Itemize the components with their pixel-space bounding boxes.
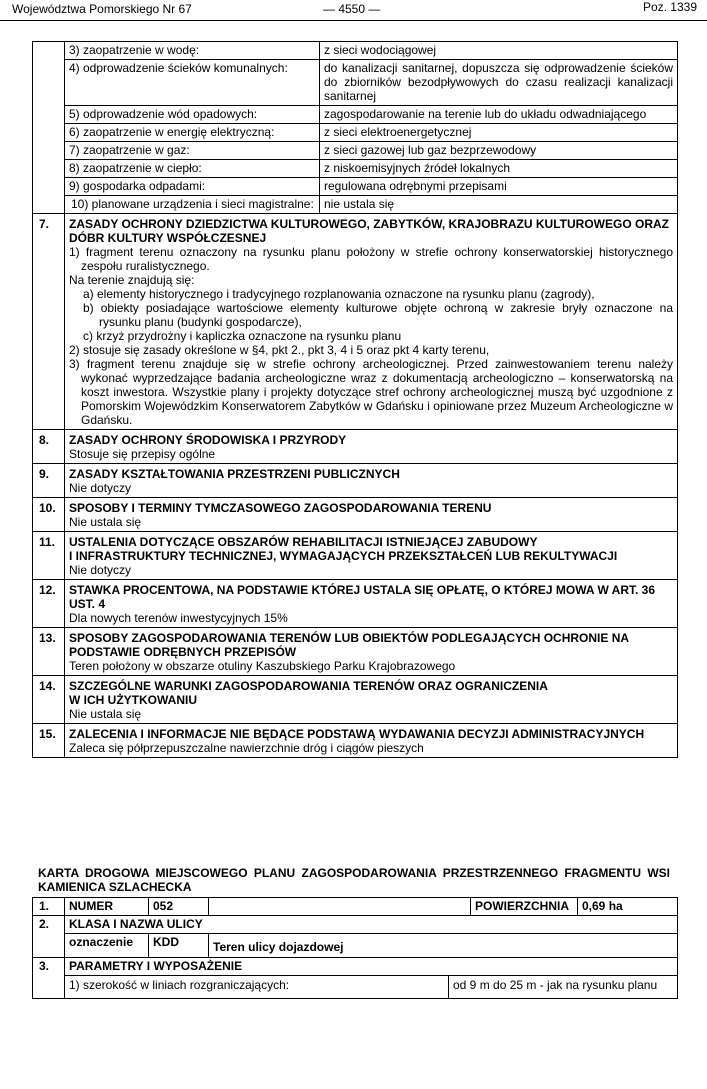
section-body: Nie ustala się [69,515,142,529]
section-title-line-1: SZCZEGÓLNE WARUNKI ZAGOSPODAROWANIA TERENÓW ORAZ OGRANICZENIA [69,679,548,693]
section-body: Teren położony w obszarze otuliny Kaszubskiego Parku Krajobrazowego [69,659,456,673]
section-number: 12. [33,580,65,628]
section-content [65,532,678,580]
road-card-heading: KARTA DROGOWA MIEJSCOWEGO PLANU ZAGOSPODAROWANIA PRZESTRZENNEGO FRAGMENTU WSI KAMIENICA SZLACHECKA [38,866,670,894]
section-12 [33,580,678,628]
width-value: od 9 m do 25 m - jak na rysunku planu [449,976,678,999]
infra-label: 3) zaopatrzenie w wodę: [65,42,320,60]
empty-cell [209,898,471,916]
section-body: Zaleca się półprzepuszczalne nawierzchnie dróg i ciągów pieszych [69,741,424,755]
section-14 [33,676,678,724]
section-title: SPOSOBY I TERMINY TYMCZASOWEGO ZAGOSPODAROWANIA TERENU [69,501,492,515]
row-number: 2. [33,916,65,958]
section-7 [33,214,678,430]
infra-row [33,160,678,178]
header-page-number: — 4550 — [323,2,381,16]
section-number: 10. [33,498,65,532]
section-number: 9. [33,464,65,498]
section-title: ZASADY OCHRONY DZIEDZICTWA KULTUROWEGO, ZABYTKÓW, KRAJOBRAZU KULTUROWEGO ORAZ DÓBR KULTURY WSPÓŁCZESNEJ [69,217,669,245]
section-number: 8. [33,430,65,464]
section-body: Nie dotyczy [69,563,132,577]
infra-number-cell [33,42,65,214]
section-7-item-c: c) krzyż przydrożny i kapliczka oznaczone na rysunku planu [83,329,402,343]
numer-value: 052 [149,898,209,916]
road-card-row-2-detail [33,934,678,958]
area-value: 0,69 ha [578,898,678,916]
section-content [65,430,678,464]
section-title: ZALECENIA I INFORMACJE NIE BĘDĄCE PODSTAWĄ WYDAWANIA DECYZJI ADMINISTRACYJNYCH [69,727,645,741]
section-content [65,628,678,676]
street-class-title: KLASA I NAZWA ULICY [65,916,678,934]
infra-value: nie ustala się [320,196,678,214]
section-10 [33,498,678,532]
designation-label: oznaczenie [65,934,149,958]
section-title-line-2: W ICH UŻYTKOWANIU [69,693,197,707]
section-number: 15. [33,724,65,758]
section-15 [33,724,678,758]
infra-value: zagospodarowanie na terenie lub do układu odwadniającego [320,106,678,124]
section-body: Stosuje się przepisy ogólne [69,447,216,461]
section-number: 13. [33,628,65,676]
section-7-item-a: a) elementy historycznego i tradycyjnego rozplanowania oznaczone na rysunku planu (zagrody), [83,287,595,301]
section-content [65,580,678,628]
section-title: ZASADY KSZTAŁTOWANIA PRZESTRZENI PUBLICZNYCH [69,467,400,481]
designation-value: KDD [149,934,209,958]
header-position: Poz. 1339 [642,0,697,14]
infra-value: z niskoemisyjnych źródeł lokalnych [320,160,678,178]
road-card-table [32,897,678,999]
infra-row [33,196,678,214]
infra-label: 5) odprowadzenie wód opadowych: [65,106,320,124]
section-7-content [65,214,678,430]
area-label: POWIERZCHNIA [471,898,578,916]
section-title: ZASADY OCHRONY ŚRODOWISKA I PRZYRODY [69,433,347,447]
section-content [65,676,678,724]
infra-row [33,142,678,160]
infra-label: 9) gospodarka odpadami: [65,178,320,196]
page-header [0,0,707,21]
section-7-item-b: b) obiekty posiadające wartościowe elementy kulturowe objęte ochroną w zakresie bryły oznaczone na rysunku planu (budynki gospodarcze), [83,301,673,329]
infra-value: do kanalizacji sanitarnej, dopuszcza się odprowadzenie ścieków do zbiorników bezodpływowych do czasu realizacji kanalizacji sanitarnej [320,60,678,106]
section-content [65,498,678,532]
parameters-title: PARAMETRY I WYPOSAŻENIE [65,958,678,976]
street-name: Teren ulicy dojazdowej [209,934,678,958]
section-7-item-3: 3) fragment terenu znajduje się w strefie ochrony archeologicznej. Przed zainwestowaniem terenu należy wykonać wyprzedzające badania archeologiczne wraz z dokumentacją archeologiczno – konserwatorską na koszt inwestora. Wszystkie plany i projekty dotyczące stref ochrony archeologicznej muszą być uzgodnione z Pomorskim Wojewódzkim Konserwatorem Zabytków w Gdańsku i opiniowane przez Muzeum Archeologiczne w Gdańsku. [69,357,673,427]
section-content [65,724,678,758]
section-title-line-2: I INFRASTRUKTURY TECHNICZNEJ, WYMAGAJĄCYCH PRZEKSZTAŁCEŃ LUB REKULTYWACJI [69,549,618,563]
section-content [65,464,678,498]
section-title: STAWKA PROCENTOWA, NA PODSTAWIE KTÓREJ USTALA SIĘ OPŁATĘ, O KTÓREJ MOWA W ART. 36 UST. 4 [69,583,656,611]
infra-label: 8) zaopatrzenie w ciepło: [65,160,320,178]
section-7-item-2: 2) stosuje się zasady określone w §4, pkt 2., pkt 3, 4 i 5 oraz pkt 4 karty terenu, [69,343,490,357]
section-7-item-1: 1) fragment terenu oznaczony na rysunku planu położony w strefie ochrony konserwatorskiej historycznego zespołu ruralistycznego. [69,245,673,273]
infra-value: z sieci gazowej lub gaz bezprzewodowy [320,142,678,160]
infra-row [33,42,678,60]
infra-value: z sieci elektroenergetycznej [320,124,678,142]
section-title-line-1: USTALENIA DOTYCZĄCE OBSZARÓW REHABILITACJI ISTNIEJĄCEJ ZABUDOWY [69,535,538,549]
section-number: 14. [33,676,65,724]
infra-row [33,124,678,142]
road-card-row-3-title [33,958,678,976]
section-title: SPOSOBY ZAGOSPODAROWANIA TERENÓW LUB OBIEKTÓW PODLEGAJĄCYCH OCHRONIE NA PODSTAWIE ODRĘBNYCH PRZEPISÓW [69,631,629,659]
section-13 [33,628,678,676]
infra-label: 10) planowane urządzenia i sieci magistralne: [65,196,320,214]
infra-row [33,178,678,196]
section-11 [33,532,678,580]
infra-value: z sieci wodociągowej [320,42,678,60]
road-card-row-2-title [33,916,678,934]
section-body: Nie dotyczy [69,481,132,495]
section-9 [33,464,678,498]
infra-row [33,60,678,106]
infra-label: 7) zaopatrzenie w gaz: [65,142,320,160]
infra-label: 4) odprowadzenie ścieków komunalnych: [65,60,320,106]
row-number: 1. [33,898,65,916]
section-8 [33,430,678,464]
row-number: 3. [33,958,65,999]
section-number: 7. [33,214,65,430]
section-body: Dla nowych terenów inwestycyjnych 15% [69,611,288,625]
width-label: 1) szerokość w liniach rozgraniczających: [65,976,449,999]
infra-label: 6) zaopatrzenie w energię elektryczną: [65,124,320,142]
road-card-row-1 [33,898,678,916]
infra-value: regulowana odrębnymi przepisami [320,178,678,196]
section-body: Nie ustala się [69,707,142,721]
plan-sheet-table [32,41,678,758]
infra-row [33,106,678,124]
header-journal: Województwa Pomorskiego Nr 67 [12,2,192,16]
section-number: 11. [33,532,65,580]
road-card-row-3-detail [33,976,678,999]
section-7-note: Na terenie znajdują się: [69,273,195,287]
numer-label: NUMER [65,898,149,916]
